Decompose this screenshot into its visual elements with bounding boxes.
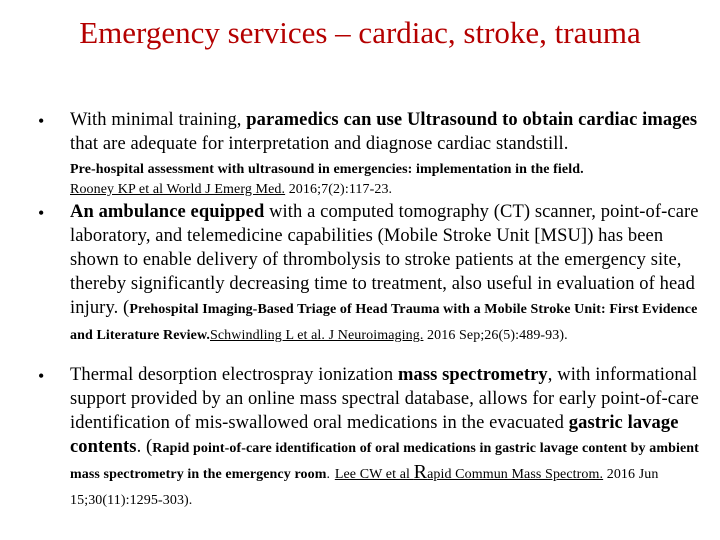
reference-link[interactable]: Rooney KP et al World J Emerg Med. <box>70 182 286 197</box>
reference-link[interactable]: Lee CW et al Rapid Commun Mass Spectrom. <box>334 461 604 483</box>
bullet-marker: • <box>38 366 45 386</box>
bullet-1-text: With minimal training, paramedics can use Ultrasound to obtain cardiac images that are adequate for interpretation and diagnose cardiac standstill. <box>70 110 698 154</box>
reference-link[interactable]: Schwindling L et al. J Neuroimaging. <box>209 328 424 343</box>
bullet-marker: • <box>38 203 45 223</box>
bullet-item-3 <box>70 363 700 511</box>
bullet-item-2 <box>70 200 700 348</box>
bullet-3-text: Thermal desorption electrospray ionization mass spectrometry, with informational support provided by an online mass spectral database, allows for early point-of-care identification of mis-swallowed oral medications in the evacuated gastric lavage contents. (Rapid point-of-care identification of oral medications in gastric lavage content by ambient mass spectrometry in the emergency room. Lee CW et al Rapid Commun Mass Spectrom. 2016 Jun 15;30(11):1295-303). <box>70 365 699 508</box>
bullet-marker: • <box>38 111 45 131</box>
bullet-2-text: An ambulance equipped with a computed tomography (CT) scanner, point-of-care laboratory, and telemedicine capabilities (Mobile Stroke Unit [MSU]) has been shown to enable delivery of thrombolysis to stroke patients at the emergency site, thereby significantly decreasing time to treatment, also useful in evaluation of head injury. (Prehospital Imaging-Based Triage of Head Trauma with a Mobile Stroke Unit: First Evidence and Literature Review.Schwindling L et al. J Neuroimaging. 2016 Sep;26(5):489-93). <box>70 202 699 343</box>
bullet-item-1 <box>70 108 700 200</box>
slide-title: Emergency services – cardiac, stroke, trauma <box>79 15 641 50</box>
bullet-1-reference: Pre-hospital assessment with ultrasound in emergencies: implementation in the field. Rooney KP et al World J Emerg Med. 2016;7(2):117-23. <box>70 162 584 197</box>
